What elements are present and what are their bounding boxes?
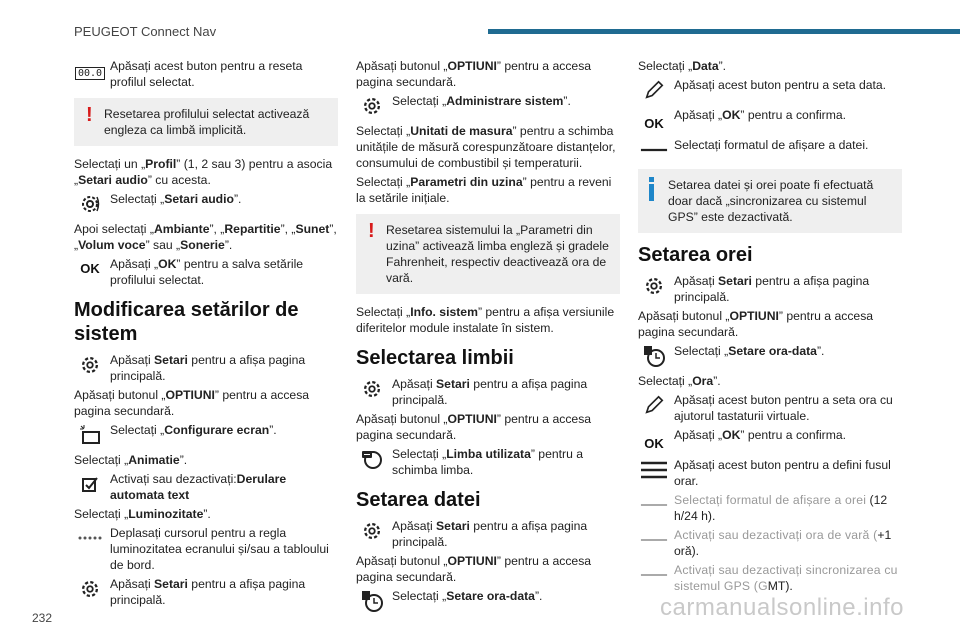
- date-format-row: [638, 137, 902, 157]
- timezone-row: [638, 457, 902, 489]
- header-accent-bar: [488, 29, 960, 34]
- clock-calendar-icon: [358, 588, 386, 614]
- audio-settings-icon: [76, 191, 104, 217]
- brightness-cursor-text: Deplasați cursorul pentru a regla luminozitatea ecranului și/sau a tabloului de bord.: [110, 526, 329, 572]
- date-time-text: Selectați „Setare ora-data”.: [392, 589, 543, 603]
- screen-config-row: [74, 422, 338, 442]
- settings-last-row: [74, 576, 338, 608]
- auto-scroll-row: [74, 471, 338, 503]
- settings-last-text: Apăsați Setari pentru a afișa pagina principală.: [110, 577, 306, 607]
- ok-confirm-text: Apăsați „OK” pentru a confirma.: [674, 428, 847, 442]
- header-title: PEUGEOT Connect Nav: [74, 24, 217, 39]
- warning-icon: !: [86, 104, 93, 126]
- dst-row: [638, 527, 902, 559]
- warning-text: Resetarea profilului selectat activează engleza ca limbă implicită.: [104, 107, 310, 137]
- options-text: Apăsați butonul „OPTIUNI” pentru a accesa pagina secundară.: [356, 412, 592, 442]
- warning-icon: !: [368, 220, 375, 242]
- date-time-row: [356, 588, 620, 608]
- reset-profile-text: Apăsați acest buton pentru a reseta profilul selectat.: [110, 59, 303, 89]
- gps-sync-row: [638, 562, 902, 594]
- auto-scroll-text: Activați sau dezactivați:Derulare automata text: [110, 472, 287, 502]
- ok-button-icon: OK: [644, 436, 664, 451]
- page-number: 232: [32, 611, 53, 625]
- select-profile-text: Selectați un „Profil” (1, 2 sau 3) pentru a asocia „Setari audio” cu acesta.: [74, 157, 333, 187]
- toggle-line-icon: [640, 527, 668, 553]
- system-admin-text: Selectați „Administrare sistem”.: [392, 94, 571, 108]
- column-3: [638, 58, 902, 597]
- select-date-text: Selectați „Data”.: [638, 59, 727, 73]
- checkbox-icon: [76, 471, 104, 497]
- settings-main-text: Apăsați Setari pentru a afișa pagina principală.: [674, 274, 870, 304]
- date-format-text: Selectați formatul de afișare a datei.: [674, 138, 869, 152]
- system-admin-row: [356, 93, 620, 113]
- pencil-icon: [640, 77, 668, 103]
- options-text: Apăsați butonul „OPTIUNI” pentru a accesa pagina secundară.: [74, 388, 310, 418]
- gps-sync-text: Activați sau dezactivați sincronizarea cu sistemul GPS (GMT).: [674, 563, 898, 593]
- set-date-row: [638, 77, 902, 97]
- select-animation-text: Selectați „Animatie”.: [74, 453, 188, 467]
- language-icon: [358, 446, 386, 472]
- gear-icon: [640, 273, 668, 299]
- counter-icon: 00.0: [76, 60, 104, 86]
- watermark: carmanualsonline.info: [660, 594, 904, 621]
- language-text: Selectați „Limba utilizata” pentru a schimba limba.: [392, 447, 584, 477]
- time-format-text: Selectați formatul de afișare a orei (12 h/24 h).: [674, 493, 888, 523]
- units-text: Selectați „Unitati de masura” pentru a schimba unitățile de măsură corespunzătoare distanțelor, consumului de combustibil și temperaturii.: [356, 124, 616, 170]
- select-brightness-text: Selectați „Luminozitate”.: [74, 507, 211, 521]
- language-row: [356, 446, 620, 478]
- gear-icon: [358, 93, 386, 119]
- ok-button-icon: OK: [80, 261, 100, 276]
- warning-text: Resetarea sistemului la „Parametri din uzina” activează limba engleză și gradele Fahrenheit, respectiv deactivează ora de vară.: [386, 223, 609, 285]
- pencil-icon: [640, 392, 668, 418]
- toggle-line-icon: [640, 562, 668, 588]
- select-audio-settings-text: Selectați „Setari audio”.: [110, 192, 242, 206]
- warning-box-profile: [74, 98, 338, 146]
- time-format-row: [638, 492, 902, 524]
- settings-main-text: Apăsați Setari pentru a afișa pagina principală.: [110, 353, 306, 383]
- ok-confirm-text: Apăsați „OK” pentru a confirma.: [674, 108, 847, 122]
- screen-config-text: Selectați „Configurare ecran”.: [110, 423, 277, 437]
- section-heading-language: Selectarea limbii: [356, 347, 514, 369]
- warning-box-system: [356, 214, 620, 294]
- dst-text: Activați sau dezactivați ora de vară (+1 oră).: [674, 528, 892, 558]
- list-icon: [640, 457, 668, 483]
- slider-icon: [76, 525, 104, 551]
- set-time-text: Apăsați acest buton pentru a seta ora cu ajutorul tastaturii virtuale.: [674, 393, 893, 423]
- format-line-icon: [640, 492, 668, 518]
- ok-confirm-row: [638, 107, 902, 131]
- settings-main-row: [356, 518, 620, 550]
- options-text: Apăsați butonul „OPTIUNI” pentru a accesa pagina secundară.: [356, 554, 592, 584]
- info-text: Setarea datei și orei poate fi efectuată doar dacă „sincronizarea cu sistemul GPS” este dezactivată.: [668, 178, 874, 224]
- factory-params-text: Selectați „Parametri din uzina” pentru a reveni la setările inițiale.: [356, 175, 612, 205]
- select-ambiance-text: Apoi selectați „Ambiante”, „Repartitie”, „Sunet”, „Volum voce” sau „Sonerie”.: [74, 222, 337, 252]
- gear-icon: [76, 576, 104, 602]
- section-heading-system: Modificarea setărilor de sistem: [74, 299, 299, 345]
- set-time-row: [638, 392, 902, 424]
- section-heading-date: Setarea datei: [356, 489, 481, 511]
- format-line-icon: [640, 137, 668, 163]
- ok-button-icon: OK: [644, 116, 664, 131]
- reset-profile-row: [74, 58, 338, 90]
- gear-icon: [358, 518, 386, 544]
- date-time-row: [638, 343, 902, 363]
- column-1: [74, 58, 338, 611]
- settings-main-text: Apăsați Setari pentru a afișa pagina principală.: [392, 519, 588, 549]
- gear-icon: [358, 376, 386, 402]
- section-heading-time: Setarea orei: [638, 244, 753, 266]
- ok-save-row: [74, 256, 338, 288]
- timezone-text: Apăsați acest buton pentru a defini fusul orar.: [674, 458, 891, 488]
- settings-main-row: [638, 273, 902, 305]
- info-box-gps: [638, 169, 902, 233]
- settings-main-row: [74, 352, 338, 384]
- options-text: Apăsați butonul „OPTIUNI” pentru a accesa pagina secundară.: [638, 309, 874, 339]
- system-info-text: Selectați „Info. sistem” pentru a afișa versiunile diferitelor module instalate în sistem.: [356, 305, 615, 335]
- info-icon: [649, 177, 655, 201]
- date-time-text: Selectați „Setare ora-data”.: [674, 344, 825, 358]
- options-text: Apăsați butonul „OPTIUNI” pentru a accesa pagina secundară.: [356, 59, 592, 89]
- set-date-text: Apăsați acest buton pentru a seta data.: [674, 78, 887, 92]
- ok-save-text: Apăsați „OK” pentru a salva setările profilului selectat.: [110, 257, 304, 287]
- ok-confirm-row: [638, 427, 902, 451]
- settings-main-text: Apăsați Setari pentru a afișa pagina principală.: [392, 377, 588, 407]
- settings-main-row: [356, 376, 620, 408]
- select-time-text: Selectați „Ora”.: [638, 374, 721, 388]
- column-2: [356, 58, 620, 611]
- brightness-cursor-row: [74, 525, 338, 573]
- gear-icon: [76, 352, 104, 378]
- clock-calendar-icon: [640, 343, 668, 369]
- select-audio-settings-row: [74, 191, 338, 211]
- screen-brightness-icon: [76, 422, 104, 448]
